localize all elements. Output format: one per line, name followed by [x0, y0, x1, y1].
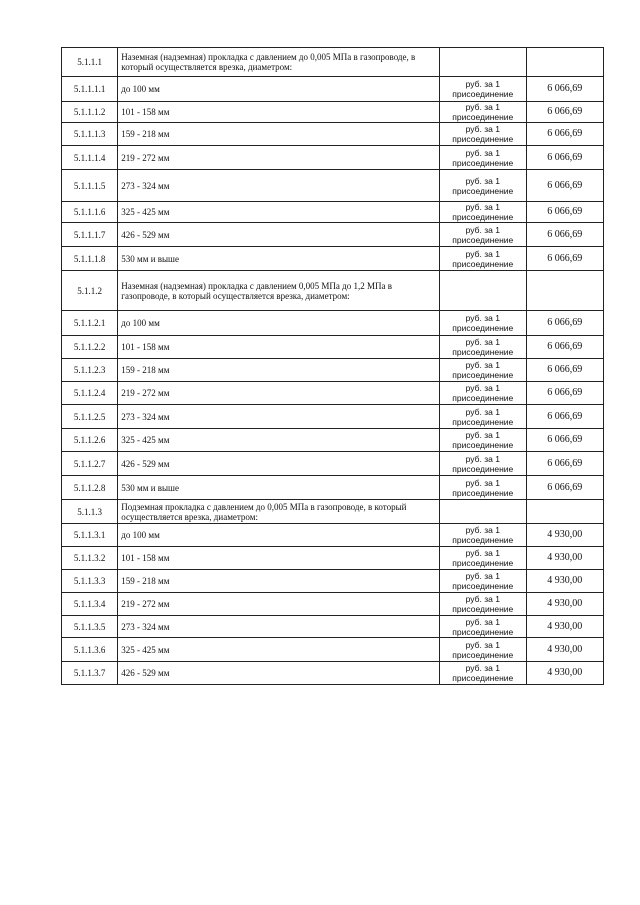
row-price: 4 930,00 — [526, 570, 603, 593]
table-row — [62, 271, 604, 311]
row-unit: руб. за 1 присоединение — [440, 359, 526, 382]
row-description: до 100 мм — [118, 77, 440, 102]
row-price — [526, 271, 603, 311]
table-row — [62, 638, 604, 662]
row-price: 6 066,69 — [526, 77, 603, 102]
row-unit: руб. за 1 присоединение — [440, 123, 526, 146]
row-description: 325 - 425 мм — [118, 638, 440, 662]
row-code: 5.1.1.3.4 — [62, 593, 118, 616]
row-description: 325 - 425 мм — [118, 202, 440, 223]
row-unit: руб. за 1 присоединение — [440, 662, 526, 685]
row-description: Подземная прокладка с давлением до 0,005 МПа в газопроводе, в который осуществляется врезка, диаметром: — [118, 500, 440, 524]
row-price: 6 066,69 — [526, 247, 603, 271]
row-price: 6 066,69 — [526, 223, 603, 247]
row-unit: руб. за 1 присоединение — [440, 593, 526, 616]
row-price: 6 066,69 — [526, 123, 603, 146]
row-unit: руб. за 1 присоединение — [440, 146, 526, 170]
table-row — [62, 123, 604, 146]
row-price: 6 066,69 — [526, 146, 603, 170]
row-price: 6 066,69 — [526, 476, 603, 500]
row-description: 426 - 529 мм — [118, 452, 440, 476]
row-code: 5.1.1.3.7 — [62, 662, 118, 685]
row-unit: руб. за 1 присоединение — [440, 77, 526, 102]
row-code: 5.1.1.3.6 — [62, 638, 118, 662]
row-price: 4 930,00 — [526, 524, 603, 547]
table-row — [62, 662, 604, 685]
row-unit: руб. за 1 присоединение — [440, 616, 526, 638]
table-row — [62, 547, 604, 570]
table-row — [62, 452, 604, 476]
row-price — [526, 500, 603, 524]
row-unit: руб. за 1 присоединение — [440, 405, 526, 429]
row-description: 101 - 158 мм — [118, 547, 440, 570]
row-code: 5.1.1.2.8 — [62, 476, 118, 500]
table-row — [62, 77, 604, 102]
row-unit: руб. за 1 присоединение — [440, 311, 526, 336]
row-unit: руб. за 1 присоединение — [440, 170, 526, 202]
row-code: 5.1.1.3.1 — [62, 524, 118, 547]
row-description: 325 - 425 мм — [118, 429, 440, 452]
row-unit: руб. за 1 присоединение — [440, 429, 526, 452]
row-code: 5.1.1.3.2 — [62, 547, 118, 570]
row-code: 5.1.1.2.4 — [62, 382, 118, 405]
row-unit — [440, 48, 526, 77]
row-description: 159 - 218 мм — [118, 123, 440, 146]
row-description: 101 - 158 мм — [118, 102, 440, 123]
row-code: 5.1.1.2.3 — [62, 359, 118, 382]
table-row — [62, 500, 604, 524]
table-row — [62, 593, 604, 616]
row-code: 5.1.1.1.3 — [62, 123, 118, 146]
row-code: 5.1.1.2.6 — [62, 429, 118, 452]
row-unit — [440, 500, 526, 524]
row-price: 6 066,69 — [526, 311, 603, 336]
table-row — [62, 429, 604, 452]
table-row — [62, 202, 604, 223]
row-code: 5.1.1.1.7 — [62, 223, 118, 247]
row-price: 6 066,69 — [526, 202, 603, 223]
table-row — [62, 616, 604, 638]
row-description: 273 - 324 мм — [118, 170, 440, 202]
row-description: 530 мм и выше — [118, 247, 440, 271]
row-code: 5.1.1.1.2 — [62, 102, 118, 123]
row-description: 426 - 529 мм — [118, 223, 440, 247]
row-price — [526, 48, 603, 77]
row-description: 426 - 529 мм — [118, 662, 440, 685]
table-row — [62, 524, 604, 547]
row-code: 5.1.1.3 — [62, 500, 118, 524]
row-unit: руб. за 1 присоединение — [440, 452, 526, 476]
table-row — [62, 476, 604, 500]
row-unit: руб. за 1 присоединение — [440, 638, 526, 662]
row-code: 5.1.1.3.3 — [62, 570, 118, 593]
row-unit: руб. за 1 присоединение — [440, 476, 526, 500]
row-description: 273 - 324 мм — [118, 616, 440, 638]
row-description: 530 мм и выше — [118, 476, 440, 500]
row-code: 5.1.1.2.7 — [62, 452, 118, 476]
row-price: 6 066,69 — [526, 102, 603, 123]
row-unit: руб. за 1 присоединение — [440, 547, 526, 570]
row-price: 6 066,69 — [526, 170, 603, 202]
table-row — [62, 382, 604, 405]
row-description: до 100 мм — [118, 311, 440, 336]
row-code: 5.1.1.1.5 — [62, 170, 118, 202]
table-row — [62, 247, 604, 271]
row-code: 5.1.1.3.5 — [62, 616, 118, 638]
row-unit: руб. за 1 присоединение — [440, 202, 526, 223]
row-unit: руб. за 1 присоединение — [440, 570, 526, 593]
row-code: 5.1.1.2 — [62, 271, 118, 311]
row-unit: руб. за 1 присоединение — [440, 223, 526, 247]
table-row — [62, 102, 604, 123]
row-price: 6 066,69 — [526, 336, 603, 359]
row-description: до 100 мм — [118, 524, 440, 547]
row-description: 219 - 272 мм — [118, 593, 440, 616]
row-description: 219 - 272 мм — [118, 146, 440, 170]
row-code: 5.1.1.1 — [62, 48, 118, 77]
row-description: 101 - 158 мм — [118, 336, 440, 359]
row-description: 273 - 324 мм — [118, 405, 440, 429]
row-code: 5.1.1.2.5 — [62, 405, 118, 429]
row-price: 6 066,69 — [526, 429, 603, 452]
row-price: 6 066,69 — [526, 359, 603, 382]
row-unit: руб. за 1 присоединение — [440, 336, 526, 359]
row-unit: руб. за 1 присоединение — [440, 382, 526, 405]
row-price: 6 066,69 — [526, 382, 603, 405]
row-description: 159 - 218 мм — [118, 359, 440, 382]
tariff-table-body — [62, 48, 604, 685]
row-code: 5.1.1.1.8 — [62, 247, 118, 271]
table-row — [62, 336, 604, 359]
table-row — [62, 570, 604, 593]
row-unit: руб. за 1 присоединение — [440, 247, 526, 271]
row-price: 6 066,69 — [526, 405, 603, 429]
row-unit: руб. за 1 присоединение — [440, 524, 526, 547]
table-row — [62, 311, 604, 336]
row-code: 5.1.1.1.6 — [62, 202, 118, 223]
row-price: 4 930,00 — [526, 593, 603, 616]
table-row — [62, 146, 604, 170]
row-code: 5.1.1.1.4 — [62, 146, 118, 170]
row-price: 6 066,69 — [526, 452, 603, 476]
row-price: 4 930,00 — [526, 547, 603, 570]
table-row — [62, 223, 604, 247]
row-description: 159 - 218 мм — [118, 570, 440, 593]
row-code: 5.1.1.1.1 — [62, 77, 118, 102]
table-row — [62, 405, 604, 429]
row-code: 5.1.1.2.2 — [62, 336, 118, 359]
row-unit: руб. за 1 присоединение — [440, 102, 526, 123]
table-row — [62, 359, 604, 382]
row-unit — [440, 271, 526, 311]
tariff-table — [61, 47, 604, 685]
row-description: Наземная (надземная) прокладка с давлением 0,005 МПа до 1,2 МПа в газопроводе, в который осуществляется врезка, диаметром: — [118, 271, 440, 311]
table-row — [62, 170, 604, 202]
row-code: 5.1.1.2.1 — [62, 311, 118, 336]
row-description: Наземная (надземная) прокладка с давлением до 0,005 МПа в газопроводе, в который осуществляется врезка, диаметром: — [118, 48, 440, 77]
row-price: 4 930,00 — [526, 616, 603, 638]
table-row — [62, 48, 604, 77]
row-price: 4 930,00 — [526, 638, 603, 662]
row-description: 219 - 272 мм — [118, 382, 440, 405]
row-price: 4 930,00 — [526, 662, 603, 685]
